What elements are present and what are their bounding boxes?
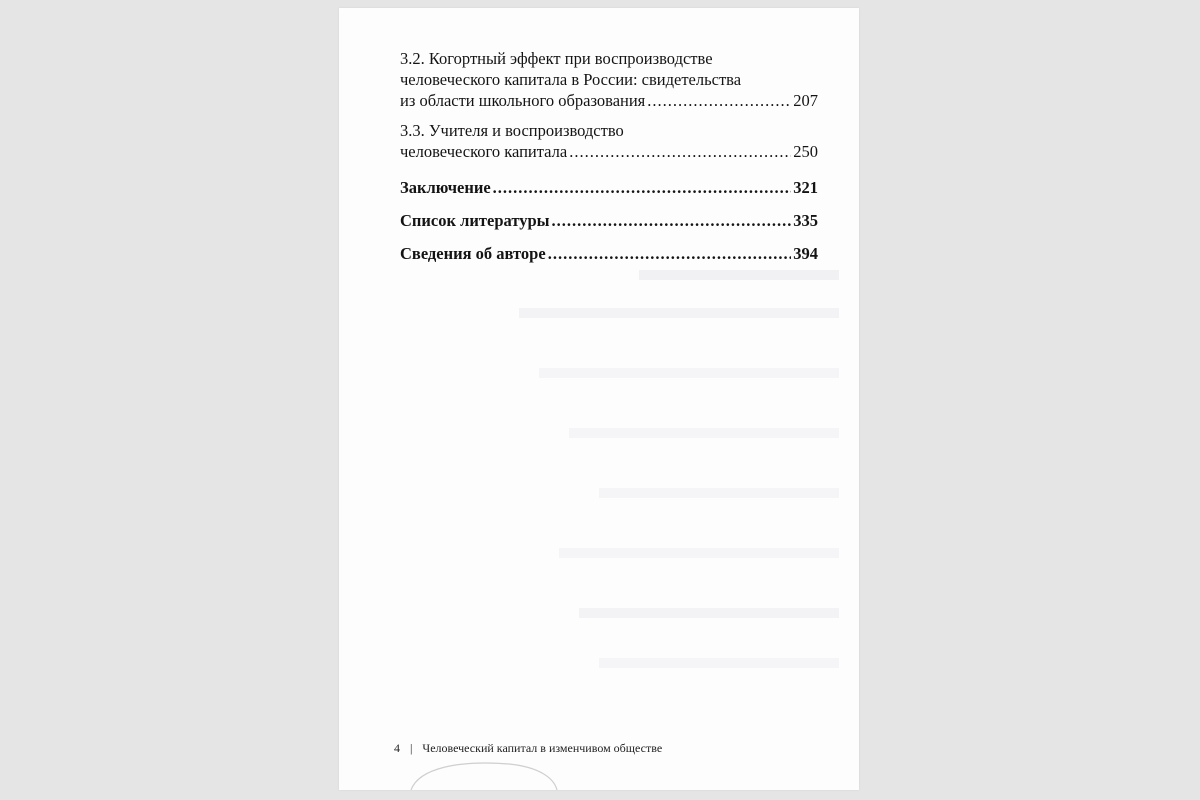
toc-entry-line: из области школьного образования — [400, 91, 646, 110]
toc-entry-about-author — [400, 243, 818, 264]
toc-entry-conclusion — [400, 177, 818, 198]
toc-entry-title: Заключение — [400, 178, 491, 197]
toc-entry-3-2 — [400, 48, 818, 111]
leader-dots — [647, 90, 791, 111]
leader-dots — [552, 210, 792, 231]
footer-book-title: Человеческий капитал в изменчивом обществе — [422, 741, 663, 755]
toc-entry-line: 3.2. Когортный эффект при воспроизводстве — [400, 49, 713, 68]
toc-entry-references — [400, 210, 818, 231]
toc-entry-title: Список литературы — [400, 211, 550, 230]
leader-dots — [493, 177, 792, 198]
document-page — [339, 8, 859, 790]
table-of-contents — [400, 48, 818, 264]
toc-page-number: 335 — [793, 211, 818, 230]
toc-entry-line: человеческого капитала в России: свидетельства — [400, 70, 742, 89]
leader-dots — [569, 141, 791, 162]
toc-page-number: 250 — [793, 142, 818, 161]
leader-dots — [548, 243, 792, 264]
toc-page-number: 321 — [793, 178, 818, 197]
toc-entry-title: Сведения об авторе — [400, 244, 546, 263]
footer-page-number: 4 — [394, 741, 400, 755]
toc-entry-line: 3.3. Учителя и воспроизводство — [400, 121, 624, 140]
toc-page-number: 394 — [793, 244, 818, 263]
toc-entry-line: человеческого капитала — [400, 142, 568, 161]
footer-separator: | — [410, 741, 413, 755]
toc-page-number: 207 — [793, 91, 818, 110]
toc-entry-3-3 — [400, 120, 818, 162]
page-footer — [394, 741, 662, 756]
